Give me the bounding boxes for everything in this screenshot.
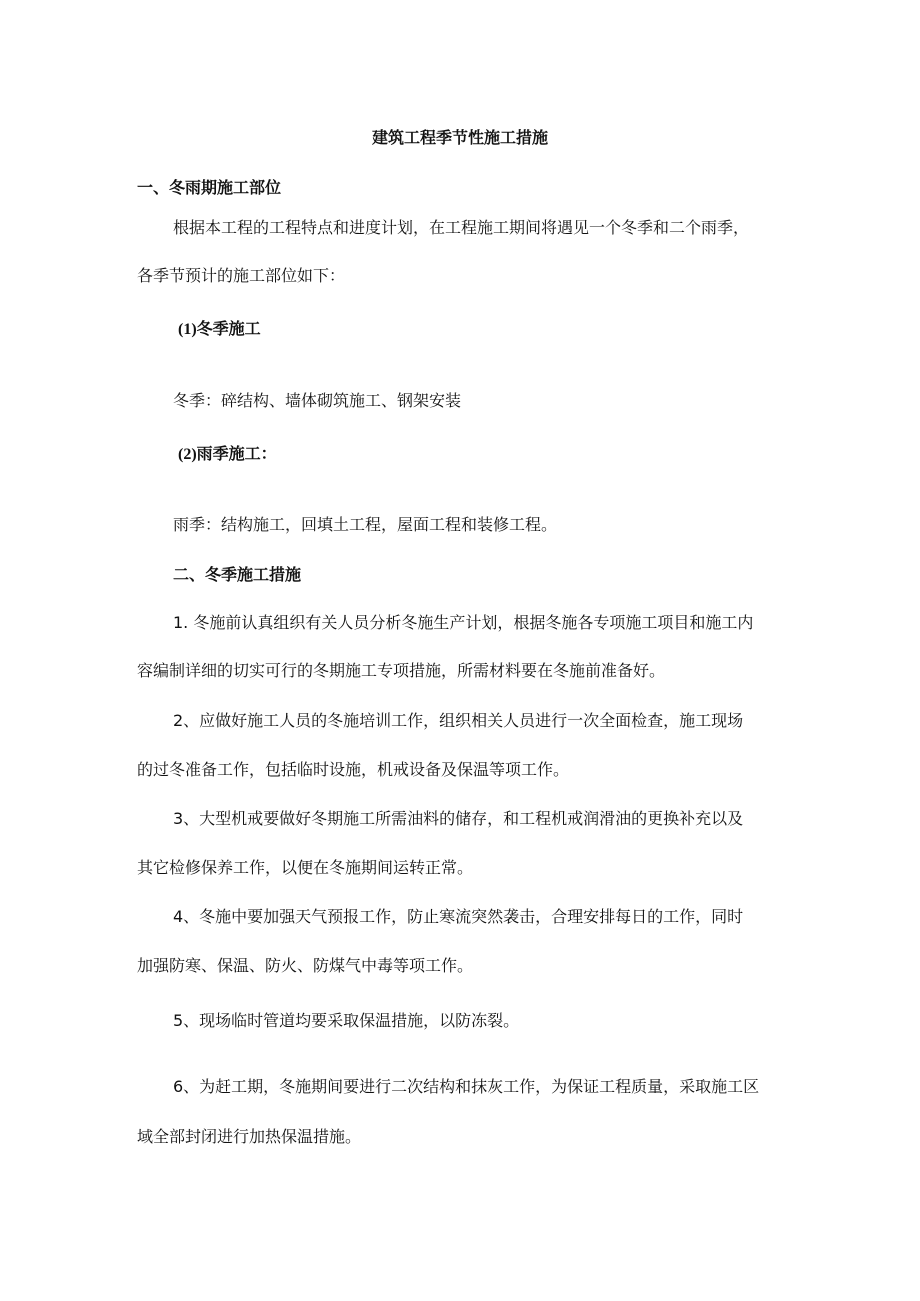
measure-4-line-2: 加强防寒、保温、防火、防煤气中毒等项工作。	[137, 956, 474, 975]
measure-1-line-1: 1. 冬施前认真组织有关人员分析冬施生产计划，根据冬施各专项施工项目和施工内	[173, 613, 754, 632]
subheading-winter-number: (1)	[178, 321, 197, 338]
measure-3-line-2: 其它检修保养工作，以便在冬施期间运转正常。	[137, 858, 474, 877]
measure-3-line-1: 3、大型机戒要做好冬期施工所需油料的储存，和工程机戒润滑油的更换补充以及	[173, 809, 744, 828]
measure-1-line-2: 容编制详细的切实可行的冬期施工专项措施，所需材料要在冬施前准备好。	[137, 661, 666, 680]
subheading-rainy-label: 雨季施工：	[196, 444, 277, 463]
section-1-intro-line-2: 各季节预计的施工部位如下：	[137, 266, 346, 285]
subheading-rainy-number: (2)	[178, 446, 197, 463]
subheading-winter-label: 冬季施工	[196, 319, 261, 338]
section-1-heading: 一、冬雨期施工部位	[137, 178, 282, 197]
measure-6-line-2: 域全部封闭进行加热保温措施。	[137, 1127, 362, 1146]
measure-4-line-1: 4、冬施中要加强天气预报工作，防止寒流突然袭击，合理安排每日的工作，同时	[173, 907, 744, 926]
document-title: 建筑工程季节性施工措施	[371, 128, 548, 147]
subheading-rainy	[178, 443, 277, 466]
measure-5-line-1: 5、现场临时管道均要采取保温措施，以防冻裂。	[173, 1011, 520, 1030]
winter-parts-text: 冬季：碎结构、墙体砌筑施工、钢架安装	[173, 391, 462, 410]
subheading-winter	[178, 318, 261, 341]
measure-6-line-1: 6、为赶工期，冬施期间要进行二次结构和抹灰工作，为保证工程质量，采取施工区	[173, 1077, 760, 1096]
rainy-parts-text: 雨季：结构施工，回填土工程，屋面工程和装修工程。	[173, 515, 558, 534]
measure-2-line-2: 的过冬准备工作，包括临时设施，机戒设备及保温等项工作。	[137, 760, 570, 779]
section-1-intro-line-1: 根据本工程的工程特点和进度计划，在工程施工期间将遇见一个冬季和二个雨季，	[173, 218, 750, 237]
measure-2-line-1: 2、应做好施工人员的冬施培训工作，组织相关人员进行一次全面检查，施工现场	[173, 711, 744, 730]
section-2-heading: 二、冬季施工措施	[173, 565, 302, 584]
